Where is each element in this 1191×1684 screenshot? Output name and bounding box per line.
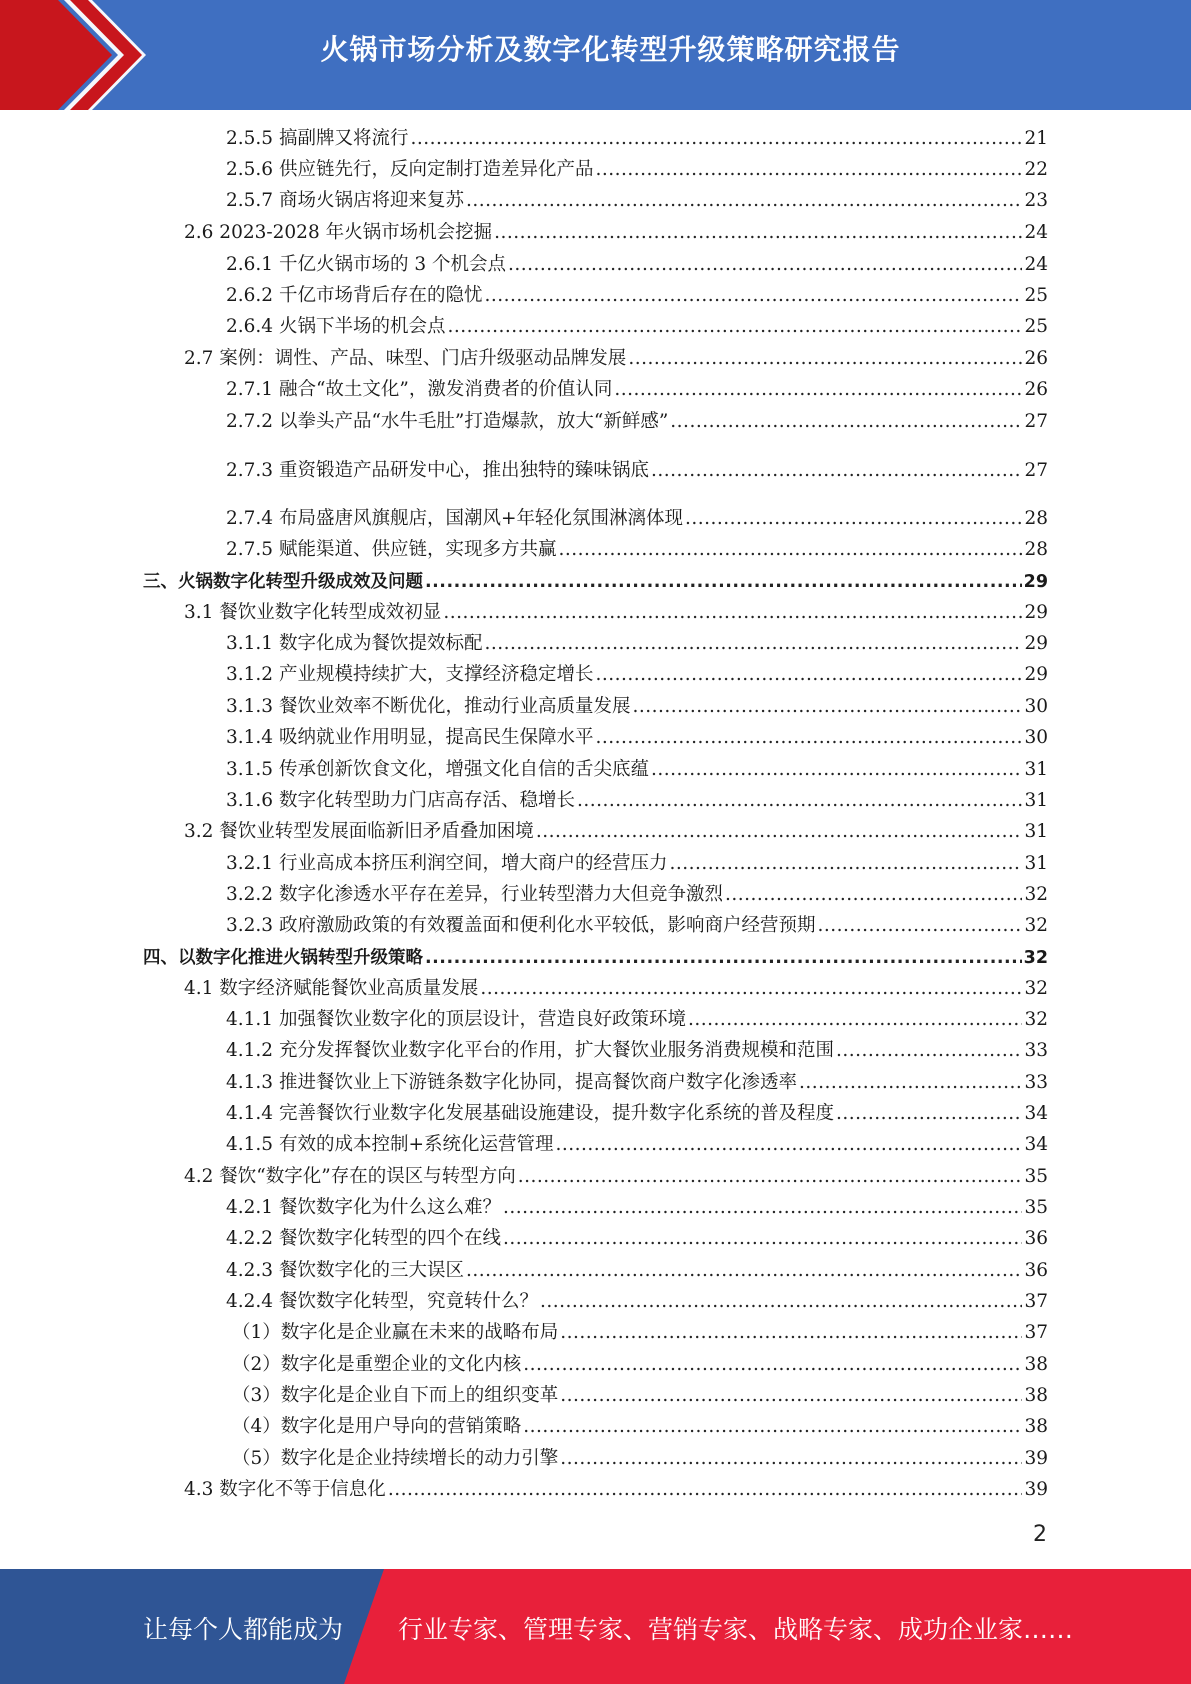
toc-entry-page: 37	[1024, 1322, 1048, 1343]
toc-entry-label: 4.2 餐饮“数字化”存在的误区与转型方向	[184, 1166, 516, 1187]
toc-entry[interactable]	[226, 315, 1048, 339]
toc-entry[interactable]	[226, 158, 1048, 182]
toc-entry-page: 32	[1024, 1009, 1048, 1030]
toc-entry-page: 23	[1024, 190, 1048, 211]
toc-entry[interactable]	[226, 1071, 1048, 1095]
toc-entry-page: 29	[1024, 602, 1048, 623]
toc-entry[interactable]	[143, 946, 1048, 970]
toc-entry-page: 39	[1024, 1448, 1048, 1469]
toc-leader-dots	[466, 189, 1022, 213]
toc-entry-label: 4.2.2 餐饮数字化转型的四个在线	[226, 1228, 501, 1249]
toc-entry-page: 32	[1023, 948, 1048, 968]
toc-entry[interactable]	[226, 189, 1048, 213]
toc-entry-page: 32	[1024, 884, 1048, 905]
toc-entry[interactable]	[184, 347, 1048, 371]
toc-leader-dots	[536, 820, 1023, 844]
toc-leader-dots	[628, 347, 1022, 371]
toc-entry-page: 31	[1024, 821, 1048, 842]
toc-entry[interactable]	[226, 378, 1048, 402]
toc-entry-label: 4.2.4 餐饮数字化转型，究竟转什么？	[226, 1291, 538, 1312]
toc-entry[interactable]	[226, 852, 1048, 876]
toc-entry-label: （4）数字化是用户导向的营销策略	[232, 1416, 522, 1437]
toc-leader-dots	[503, 1196, 1022, 1220]
toc-leader-dots	[725, 883, 1022, 907]
toc-entry[interactable]	[226, 758, 1048, 782]
toc-leader-dots	[480, 977, 1022, 1001]
toc-leader-dots	[484, 284, 1022, 308]
toc-entry-page: 27	[1024, 411, 1048, 432]
toc-leader-dots	[669, 852, 1022, 876]
toc-entry-label: 2.7.4 布局盛唐风旗舰店，国潮风+年轻化氛围淋漓体现	[226, 508, 683, 529]
toc-entry-label: 2.5.7 商场火锅店将迎来复苏	[226, 190, 464, 211]
toc-entry-page: 25	[1024, 316, 1048, 337]
toc-entry[interactable]	[226, 507, 1048, 531]
toc-entry-page: 38	[1024, 1354, 1048, 1375]
toc-entry-label: 4.1.5 有效的成本控制+系统化运营管理	[226, 1134, 554, 1155]
toc-leader-dots	[595, 726, 1022, 750]
toc-entry-page: 37	[1024, 1291, 1048, 1312]
toc-entry-label: 3.1.6 数字化转型助力门店高存活、稳增长	[226, 790, 575, 811]
report-header	[0, 0, 1191, 110]
toc-entry[interactable]	[226, 1227, 1048, 1251]
toc-entry[interactable]	[226, 695, 1048, 719]
toc-entry-label: 2.7.2 以拳头产品“水牛毛肚”打造爆款，放大“新鲜感”	[226, 411, 669, 432]
toc-entry-page: 28	[1024, 539, 1048, 560]
toc-entry[interactable]	[226, 1102, 1048, 1126]
toc-leader-dots	[836, 1039, 1022, 1063]
toc-leader-dots	[670, 410, 1022, 434]
toc-entry[interactable]	[226, 789, 1048, 813]
toc-entry-label: 4.1.4 完善餐饮行业数字化发展基础设施建设，提升数字化系统的普及程度	[226, 1103, 834, 1124]
toc-leader-dots	[688, 1008, 1022, 1032]
toc-entry-page: 31	[1024, 759, 1048, 780]
toc-entry-label: 2.7.5 赋能渠道、供应链，实现多方共赢	[226, 539, 557, 560]
toc-entry-page: 29	[1023, 572, 1048, 592]
toc-entry-label: 2.6.1 千亿火锅市场的 3 个机会点	[226, 254, 506, 275]
toc-entry-label: 2.7.1 融合“故土文化”，激发消费者的价值认同	[226, 379, 613, 400]
toc-entry-label: 4.1 数字经济赋能餐饮业高质量发展	[184, 978, 479, 999]
toc-entry-page: 38	[1024, 1416, 1048, 1437]
toc-entry-page: 39	[1024, 1479, 1048, 1500]
toc-entry[interactable]	[226, 459, 1048, 483]
toc-entry-page: 29	[1024, 664, 1048, 685]
toc-entry-page: 24	[1024, 254, 1048, 275]
toc-leader-dots	[425, 946, 1022, 970]
toc-leader-dots	[388, 1478, 1023, 1502]
toc-entry[interactable]	[184, 1478, 1048, 1502]
toc-entry-label: 2.7.3 重资锻造产品研发中心，推出独特的臻味锅底	[226, 460, 649, 481]
toc-entry-page: 34	[1024, 1134, 1048, 1155]
toc-leader-dots	[494, 221, 1022, 245]
toc-entry-page: 24	[1024, 222, 1048, 243]
toc-entry-page: 31	[1024, 790, 1048, 811]
toc-entry-label: 3.2.3 政府激励政策的有效覆盖面和便利化水平较低，影响商户经营预期	[226, 915, 816, 936]
toc-entry-label: 4.1.1 加强餐饮业数字化的顶层设计，营造良好政策环境	[226, 1009, 686, 1030]
toc-entry[interactable]	[232, 1384, 1048, 1408]
toc-entry-page: 27	[1024, 460, 1048, 481]
footer-slogan-right: 行业专家、管理专家、营销专家、战略专家、成功企业家……	[398, 1615, 1074, 1644]
toc-entry-label: 4.1.2 充分发挥餐饮业数字化平台的作用，扩大餐饮业服务消费规模和范围	[226, 1040, 834, 1061]
toc-entry-page: 35	[1024, 1166, 1048, 1187]
toc-entry-label: 4.2.3 餐饮数字化的三大误区	[226, 1260, 464, 1281]
toc-entry-label: 2.6 2023-2028 年火锅市场机会挖掘	[184, 222, 493, 243]
toc-entry-page: 26	[1024, 379, 1048, 400]
toc-entry-label: 2.5.6 供应链先行，反向定制打造差异化产品	[226, 159, 594, 180]
toc-entry-label: 3.1.5 传承创新饮食文化，增强文化自信的舌尖底蕴	[226, 759, 649, 780]
toc-leader-dots	[560, 1384, 1022, 1408]
toc-leader-dots	[425, 570, 1022, 594]
toc-entry-page: 28	[1024, 508, 1048, 529]
toc-entry-label: 2.6.2 千亿市场背后存在的隐忧	[226, 285, 483, 306]
toc-entry-label: （1）数字化是企业赢在未来的战略布局	[232, 1322, 559, 1343]
toc-entry[interactable]	[226, 1008, 1048, 1032]
toc-entry-label: 3.1.4 吸纳就业作用明显，提高民生保障水平	[226, 727, 594, 748]
toc-entry[interactable]	[232, 1353, 1048, 1377]
toc-leader-dots	[560, 1447, 1022, 1471]
toc-leader-dots	[685, 507, 1022, 531]
toc-entry[interactable]	[232, 1447, 1048, 1471]
report-title: 火锅市场分析及数字化转型升级策略研究报告	[320, 33, 901, 66]
toc-leader-dots	[466, 1259, 1022, 1283]
toc-entry-label: 2.7 案例：调性、产品、味型、门店升级驱动品牌发展	[184, 348, 627, 369]
toc-leader-dots	[503, 1227, 1022, 1251]
toc-entry[interactable]	[226, 1259, 1048, 1283]
toc-entry[interactable]	[226, 632, 1048, 656]
toc-leader-dots	[523, 1415, 1022, 1439]
toc-leader-dots	[560, 1321, 1022, 1345]
toc-entry-label: 3.1 餐饮业数字化转型成效初显	[184, 602, 442, 623]
toc-entry[interactable]	[184, 820, 1048, 844]
toc-entry-label: （3）数字化是企业自下而上的组织变革	[232, 1385, 559, 1406]
toc-entry[interactable]	[226, 1133, 1048, 1157]
toc-entry-page: 33	[1024, 1040, 1048, 1061]
toc-entry[interactable]	[226, 284, 1048, 308]
toc-leader-dots	[577, 789, 1022, 813]
toc-entry[interactable]	[226, 726, 1048, 750]
toc-entry[interactable]	[184, 1165, 1048, 1189]
toc-leader-dots	[817, 914, 1022, 938]
toc-entry[interactable]	[232, 1415, 1048, 1439]
toc-leader-dots	[651, 459, 1022, 483]
toc-entry-label: 3.1.1 数字化成为餐饮提效标配	[226, 633, 483, 654]
toc-entry[interactable]	[184, 977, 1048, 1001]
toc-entry-page: 30	[1024, 696, 1048, 717]
toc-entry-page: 36	[1024, 1260, 1048, 1281]
toc-entry[interactable]	[226, 914, 1048, 938]
toc-entry-label: （5）数字化是企业持续增长的动力引擎	[232, 1448, 559, 1469]
toc-entry-page: 32	[1024, 915, 1048, 936]
report-footer	[0, 1569, 1191, 1684]
toc-entry[interactable]	[184, 601, 1048, 625]
toc-entry[interactable]	[226, 663, 1048, 687]
toc-entry-page: 38	[1024, 1385, 1048, 1406]
toc-entry[interactable]	[226, 538, 1048, 562]
toc-entry-label: （2）数字化是重塑企业的文化内核	[232, 1354, 522, 1375]
toc-entry-page: 26	[1024, 348, 1048, 369]
toc-entry-label: 3.1.2 产业规模持续扩大，支撑经济稳定增长	[226, 664, 594, 685]
toc-leader-dots	[614, 378, 1022, 402]
toc-entry[interactable]	[143, 570, 1048, 594]
toc-entry-page: 22	[1024, 159, 1048, 180]
toc-leader-dots	[555, 1133, 1022, 1157]
toc-leader-dots	[540, 1290, 1022, 1314]
toc-leader-dots	[484, 632, 1022, 656]
toc-entry-page: 30	[1024, 727, 1048, 748]
toc-entry[interactable]	[226, 127, 1048, 151]
toc-leader-dots	[595, 158, 1022, 182]
toc-entry-label: 3.2 餐饮业转型发展面临新旧矛盾叠加困境	[184, 821, 534, 842]
toc-leader-dots	[410, 127, 1022, 151]
page-number: 2	[1033, 1522, 1047, 1547]
toc-leader-dots	[836, 1102, 1022, 1126]
footer-slogan-left: 让每个人都能成为	[143, 1615, 344, 1644]
toc-leader-dots	[558, 538, 1022, 562]
toc-entry-page: 21	[1024, 128, 1048, 149]
toc-entry-label: 2.5.5 搞副牌又将流行	[226, 128, 409, 149]
toc-entry-page: 32	[1024, 978, 1048, 999]
toc-leader-dots	[595, 663, 1022, 687]
toc-leader-dots	[447, 315, 1022, 339]
toc-entry-label: 三、火锅数字化转型升级成效及问题	[143, 572, 423, 592]
toc-entry[interactable]	[232, 1321, 1048, 1345]
toc-entry-page: 35	[1024, 1197, 1048, 1218]
toc-entry[interactable]	[226, 253, 1048, 277]
toc-entry[interactable]	[226, 1196, 1048, 1220]
toc-entry-page: 25	[1024, 285, 1048, 306]
toc-entry-page: 34	[1024, 1103, 1048, 1124]
toc-entry[interactable]	[226, 1039, 1048, 1063]
toc-entry-label: 2.6.4 火锅下半场的机会点	[226, 316, 446, 337]
toc-leader-dots	[443, 601, 1022, 625]
toc-entry-page: 33	[1024, 1072, 1048, 1093]
toc-leader-dots	[799, 1071, 1022, 1095]
toc-entry[interactable]	[226, 410, 1048, 434]
toc-leader-dots	[651, 758, 1022, 782]
toc-leader-dots	[518, 1165, 1023, 1189]
toc-leader-dots	[508, 253, 1022, 277]
toc-entry-label: 4.2.1 餐饮数字化为什么这么难？	[226, 1197, 501, 1218]
toc-entry-label: 3.2.2 数字化渗透水平存在差异，行业转型潜力大但竞争激烈	[226, 884, 723, 905]
toc-entry-page: 29	[1024, 633, 1048, 654]
toc-entry-label: 四、以数字化推进火锅转型升级策略	[143, 948, 423, 968]
toc-leader-dots	[523, 1353, 1022, 1377]
toc-entry[interactable]	[226, 883, 1048, 907]
toc-entry-label: 4.1.3 推进餐饮业上下游链条数字化协同，提高餐饮商户数字化渗透率	[226, 1072, 797, 1093]
toc-leader-dots	[632, 695, 1022, 719]
toc-entry[interactable]	[226, 1290, 1048, 1314]
toc-entry-label: 3.1.3 餐饮业效率不断优化，推动行业高质量发展	[226, 696, 631, 717]
toc-entry-page: 36	[1024, 1228, 1048, 1249]
toc-entry-page: 31	[1024, 853, 1048, 874]
toc-entry[interactable]	[184, 221, 1048, 245]
toc-entry-label: 3.2.1 行业高成本挤压利润空间，增大商户的经营压力	[226, 853, 668, 874]
toc-entry-label: 4.3 数字化不等于信息化	[184, 1479, 386, 1500]
